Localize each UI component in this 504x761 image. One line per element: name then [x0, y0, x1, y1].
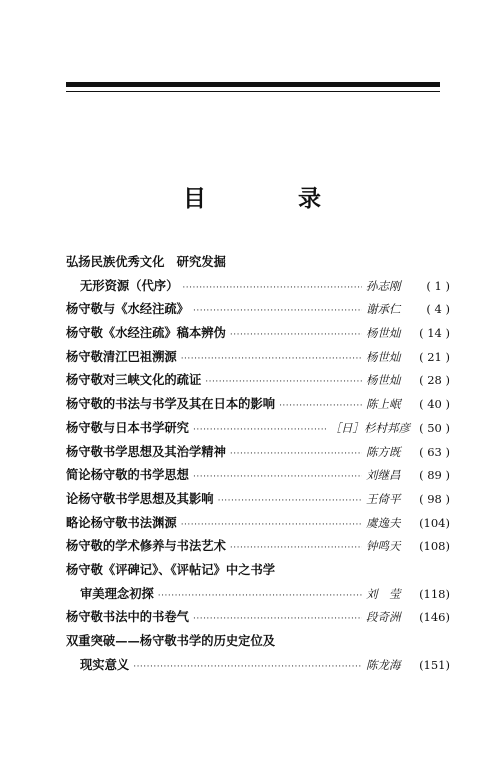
- toc-entry[interactable]: [66, 487, 450, 511]
- toc-entry[interactable]: [66, 274, 450, 298]
- toc-entry[interactable]: [66, 321, 450, 345]
- toc-entry-page: (146): [419, 610, 450, 625]
- toc-entry-page: ( 1 ): [426, 278, 450, 293]
- toc-entry-title: 杨守敬书法中的书卷气: [66, 609, 189, 625]
- leader-dots: [181, 348, 362, 372]
- toc-entry[interactable]: [66, 345, 450, 369]
- toc-entry-page: ( 14 ): [419, 326, 450, 341]
- toc-entry[interactable]: [66, 297, 450, 321]
- toc-entry-page: ( 4 ): [426, 302, 450, 317]
- toc-entry-title: 杨守敬的书法与书学及其在日本的影响: [66, 396, 276, 412]
- toc-entry-page: ( 21 ): [419, 349, 450, 364]
- toc-entry[interactable]: [66, 463, 450, 487]
- toc-entry-page: ( 98 ): [419, 491, 450, 506]
- toc-entry-line1[interactable]: [66, 629, 450, 653]
- toc-entry-title: 无形资源（代序）: [80, 277, 179, 293]
- header-rule-thin: [66, 91, 440, 92]
- toc-entry-author: 段奇洲: [366, 610, 401, 625]
- toc-entry-author: 陈上岷: [366, 397, 401, 412]
- toc-entry-title: 现实意义: [80, 656, 130, 672]
- toc-entry-title: 弘扬民族优秀文化 研究发掘: [66, 254, 226, 269]
- toc-entry-page: ( 28 ): [419, 373, 450, 388]
- toc-entry-title: 简论杨守敬的书学思想: [66, 467, 189, 483]
- leader-dots: [279, 395, 362, 419]
- leader-dots: [218, 490, 362, 514]
- toc-entry[interactable]: [66, 534, 450, 558]
- toc-entry-page: ( 50 ): [419, 420, 450, 435]
- toc-entry-title: 杨守敬书学思想及其治学精神: [66, 443, 226, 459]
- toc-entry-author: ［日］杉村邦彦: [329, 420, 410, 435]
- toc-entry[interactable]: [66, 440, 450, 464]
- toc-entry-author: 杨世灿: [366, 326, 401, 341]
- toc-entry-page: (108): [419, 539, 450, 554]
- toc-entry-author: 杨世灿: [366, 349, 401, 364]
- toc-entry-author: 孙志刚: [366, 278, 401, 293]
- toc-entry-author: 陈方既: [366, 444, 401, 459]
- toc-entry-page: ( 63 ): [419, 444, 450, 459]
- toc-entry-title: 杨守敬《水经注疏》稿本辨伪: [66, 325, 226, 341]
- leader-dots: [133, 656, 362, 680]
- toc-entry-title: 论杨守敬书学思想及其影响: [66, 490, 214, 506]
- toc-entry-author: 虞逸夫: [366, 515, 401, 530]
- toc-entry-page: (104): [419, 515, 450, 530]
- toc-entry-page: ( 40 ): [419, 397, 450, 412]
- toc-entry-author: 刘 莹: [366, 586, 401, 601]
- toc-entry[interactable]: [66, 511, 450, 535]
- toc-entry-author: 谢承仁: [366, 302, 401, 317]
- toc-entry-title: 杨守敬清江巴祖溯源: [66, 348, 177, 364]
- toc-entry[interactable]: [66, 368, 450, 392]
- toc-entry-title: 审美理念初探: [80, 585, 154, 601]
- toc-entry-title: 杨守敬《评碑记》、《评帖记》中之书学: [66, 561, 276, 577]
- toc-entry-author: 刘继昌: [366, 468, 401, 483]
- table-of-contents: [66, 250, 450, 676]
- toc-entry[interactable]: [66, 605, 450, 629]
- leader-dots: [230, 443, 362, 467]
- toc-entry-page: (151): [419, 657, 450, 672]
- toc-entry-line1[interactable]: [66, 558, 450, 582]
- leader-dots: [230, 324, 362, 348]
- toc-entry[interactable]: [66, 582, 450, 606]
- toc-entry-title: 杨守敬对三峡文化的疏证: [66, 372, 202, 388]
- toc-entry-author: 钟鸣天: [366, 539, 401, 554]
- leader-dots: [182, 277, 362, 301]
- toc-entry-title: 杨守敬与日本书学研究: [66, 419, 189, 435]
- toc-entry-title: 杨守敬的学术修养与书法艺术: [66, 538, 226, 554]
- toc-entry-author: 杨世灿: [366, 373, 401, 388]
- toc-entry-title: 杨守敬与《水经注疏》: [66, 301, 189, 317]
- toc-entry-page: (118): [419, 586, 450, 601]
- leader-dots: [193, 466, 362, 490]
- toc-heading: [66, 250, 450, 274]
- toc-entry[interactable]: [66, 416, 450, 440]
- toc-entry-author: 陈龙海: [366, 657, 401, 672]
- header-rule-thick: [66, 82, 440, 87]
- toc-entry[interactable]: [66, 392, 450, 416]
- toc-entry[interactable]: [66, 653, 450, 677]
- toc-entry-author: 王倚平: [366, 491, 401, 506]
- toc-entry-title: 略论杨守敬书法渊源: [66, 514, 177, 530]
- page-title: 目 录: [182, 185, 363, 212]
- toc-entry-page: ( 89 ): [419, 468, 450, 483]
- toc-entry-title: 双重突破——杨守敬书学的历史定位及: [66, 633, 276, 648]
